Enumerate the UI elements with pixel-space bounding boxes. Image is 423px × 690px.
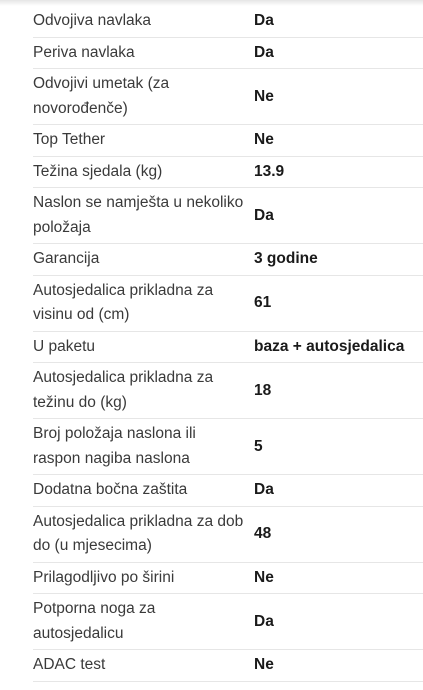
spec-value: Da bbox=[254, 12, 274, 30]
spec-label: Periva navlaka bbox=[33, 43, 135, 61]
spec-row-package-contents bbox=[33, 332, 423, 364]
spec-label: Autosjedalica prikladna za težinu do (kg) bbox=[33, 369, 214, 411]
spec-row-max-age bbox=[33, 507, 423, 563]
spec-value: baza + autosjedalica bbox=[254, 337, 405, 355]
spec-value: Da bbox=[254, 206, 274, 224]
spec-label: Top Tether bbox=[33, 131, 106, 148]
spec-row-washable-cover bbox=[33, 38, 423, 70]
spec-row-adac-test bbox=[33, 650, 423, 682]
spec-row-top-tether bbox=[33, 125, 423, 157]
spec-row-width-adjustable bbox=[33, 563, 423, 595]
spec-label: Težina sjedala (kg) bbox=[33, 162, 163, 180]
spec-row-min-height bbox=[33, 276, 423, 332]
spec-label: Odvojivi umetak (za novorođenče) bbox=[33, 75, 170, 117]
spec-row-side-protection bbox=[33, 475, 423, 507]
spec-label: Potporna noga za autosjedalicu bbox=[33, 600, 156, 642]
spec-row-warranty bbox=[33, 244, 423, 276]
spec-value: 3 godine bbox=[254, 250, 318, 268]
spec-label: Autosjedalica prikladna za visinu od (cm) bbox=[33, 281, 214, 323]
spec-value: Ne bbox=[254, 656, 274, 674]
spec-value: Ne bbox=[254, 131, 274, 149]
spec-value: Da bbox=[254, 481, 274, 499]
spec-value: Ne bbox=[254, 87, 274, 105]
spec-row-max-weight bbox=[33, 363, 423, 419]
spec-value: Da bbox=[254, 43, 274, 61]
spec-value: 61 bbox=[254, 294, 272, 311]
spec-value: 13.9 bbox=[254, 162, 285, 180]
spec-row-recline-positions bbox=[33, 188, 423, 244]
specifications-table bbox=[33, 6, 423, 682]
spec-label: ADAC test bbox=[33, 656, 106, 673]
spec-label: Dodatna bočna zaštita bbox=[33, 481, 188, 498]
spec-value: Da bbox=[254, 612, 274, 630]
spec-value: 5 bbox=[254, 437, 263, 455]
spec-label: Autosjedalica prikladna za dob do (u mjesecima) bbox=[33, 512, 244, 554]
spec-value: 48 bbox=[254, 525, 272, 542]
spec-label: Naslon se namješta u nekoliko položaja bbox=[33, 194, 244, 236]
spec-label: U paketu bbox=[33, 337, 96, 355]
spec-row-support-leg bbox=[33, 594, 423, 650]
spec-row-newborn-insert bbox=[33, 69, 423, 125]
spec-label: Odvojiva navlaka bbox=[33, 12, 152, 29]
spec-value: 18 bbox=[254, 381, 272, 399]
spec-label: Garancija bbox=[33, 250, 100, 267]
spec-label: Broj položaja naslona ili raspon nagiba naslona bbox=[33, 425, 196, 467]
spec-row-removable-cover bbox=[33, 6, 423, 38]
spec-label: Prilagodljivo po širini bbox=[33, 568, 175, 586]
spec-row-seat-weight bbox=[33, 157, 423, 189]
spec-value: Ne bbox=[254, 568, 274, 586]
spec-row-recline-range bbox=[33, 419, 423, 475]
